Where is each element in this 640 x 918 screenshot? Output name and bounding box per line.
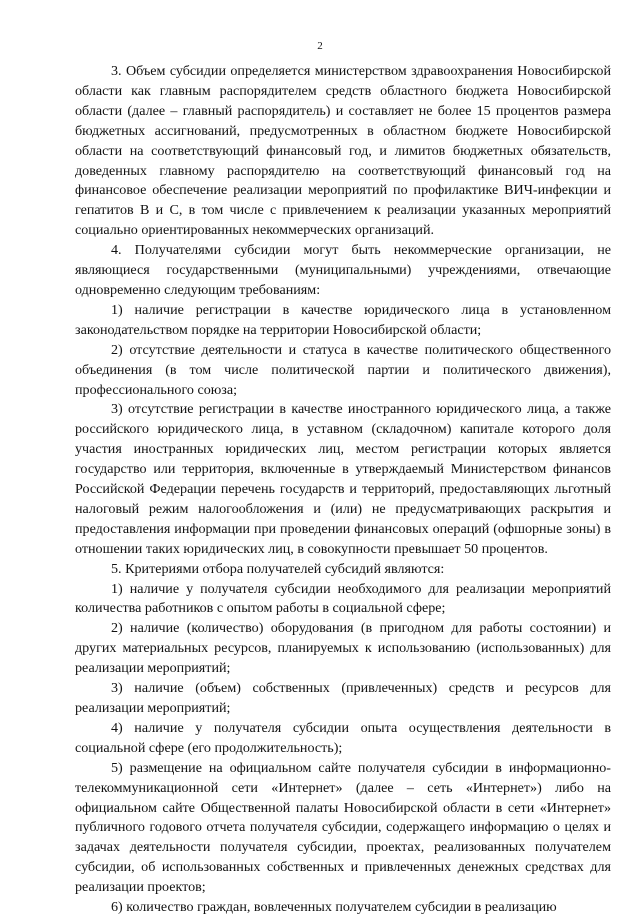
list-item-experience: 4) наличие у получателя субсидии опыта осуществления деятельности в социальной сфере (его продолжительность); bbox=[75, 719, 611, 756]
list-item-own-funds: 3) наличие (объем) собственных (привлеченных) средств и ресурсов для реализации мероприятий; bbox=[75, 680, 611, 716]
paragraph-3-subsidy-volume: 3. Объем субсидии определяется министерством здравоохранения Новосибирской области как главным распорядителем средств областного бюджета Новосибирской области (далее – главный распорядитель) и составляет не более 15 процентов размера бюджетных ассигнований, предусмотренных в областном бюджете Новосибирской области на соответствующий финансовый год, и лимитов бюджетных обязательств, доведенных главному распорядителю на соответствующий финансовый год на финансовое обеспечение реализации мероприятий по профилактике ВИЧ-инфекции и гепатитов В и С, в том числе с привлечением к реализации указанных мероприятий социально ориентированных некоммерческих организаций. bbox=[75, 63, 611, 239]
list-item-annual-report: 5) размещение на официальном сайте получателя субсидии в информационно-телекоммуникационной сети «Интернет» (далее – сеть «Интернет») либо на официальном сайте Общественной палаты Новосибирской области в сети «Интернет» публичного годового отчета получателя субсидии, содержащего информацию о целях и задачах деятельности получателя субсидии, проектах, реализованных получателем субсидии, об использованных собственных и привлеченных денежных средствах для реализации проектов; bbox=[75, 759, 611, 896]
list-item-equipment: 2) наличие (количество) оборудования (в пригодном для работы состоянии) и других материальных ресурсов, планируемых к использованию (использованных) для реализации мероприятий; bbox=[75, 620, 611, 677]
paragraph-4-recipients: 4. Получателями субсидии могут быть некоммерческие организации, не являющиеся государственными (муниципальными) учреждениями, отвечающие одновременно следующим требованиям: bbox=[75, 242, 611, 298]
page-number: 2 bbox=[317, 40, 323, 52]
document-body bbox=[75, 62, 611, 918]
list-item-no-foreign-registration: 3) отсутствие регистрации в качестве иностранного юридического лица, а также российского юридического лица, в уставном (складочном) капитале которого доля участия иностранных юридических лиц, местом регистрации которых является государство или территория, включенные в утверждаемый Министерством финансов Российской Федерации перечень государств и территорий, предоставляющих льготный налоговый режим налогообложения и (или) не предусматривающих раскрытия и предоставления информации при проведении финансовых операций (офшорные зоны) в отношении таких юридических лиц, в совокупности превышает 50 процентов. bbox=[75, 401, 611, 557]
list-item-registration: 1) наличие регистрации в качестве юридического лица в установленном законодательством порядке на территории Новосибирской области; bbox=[75, 301, 611, 338]
paragraph-5-selection-criteria: 5. Критериями отбора получателей субсидий являются: bbox=[111, 560, 445, 577]
list-item-staff: 1) наличие у получателя субсидии необходимого для реализации мероприятий количества работников с опытом работы в социальной сфере; bbox=[75, 580, 611, 617]
list-item-no-political-status: 2) отсутствие деятельности и статуса в качестве политического общественного объединения (в том числе политической партии и политического движения), профессионального союза; bbox=[75, 341, 611, 398]
list-item-citizens-involved: 6) количество граждан, вовлеченных получателем субсидии в реализацию bbox=[111, 899, 557, 916]
